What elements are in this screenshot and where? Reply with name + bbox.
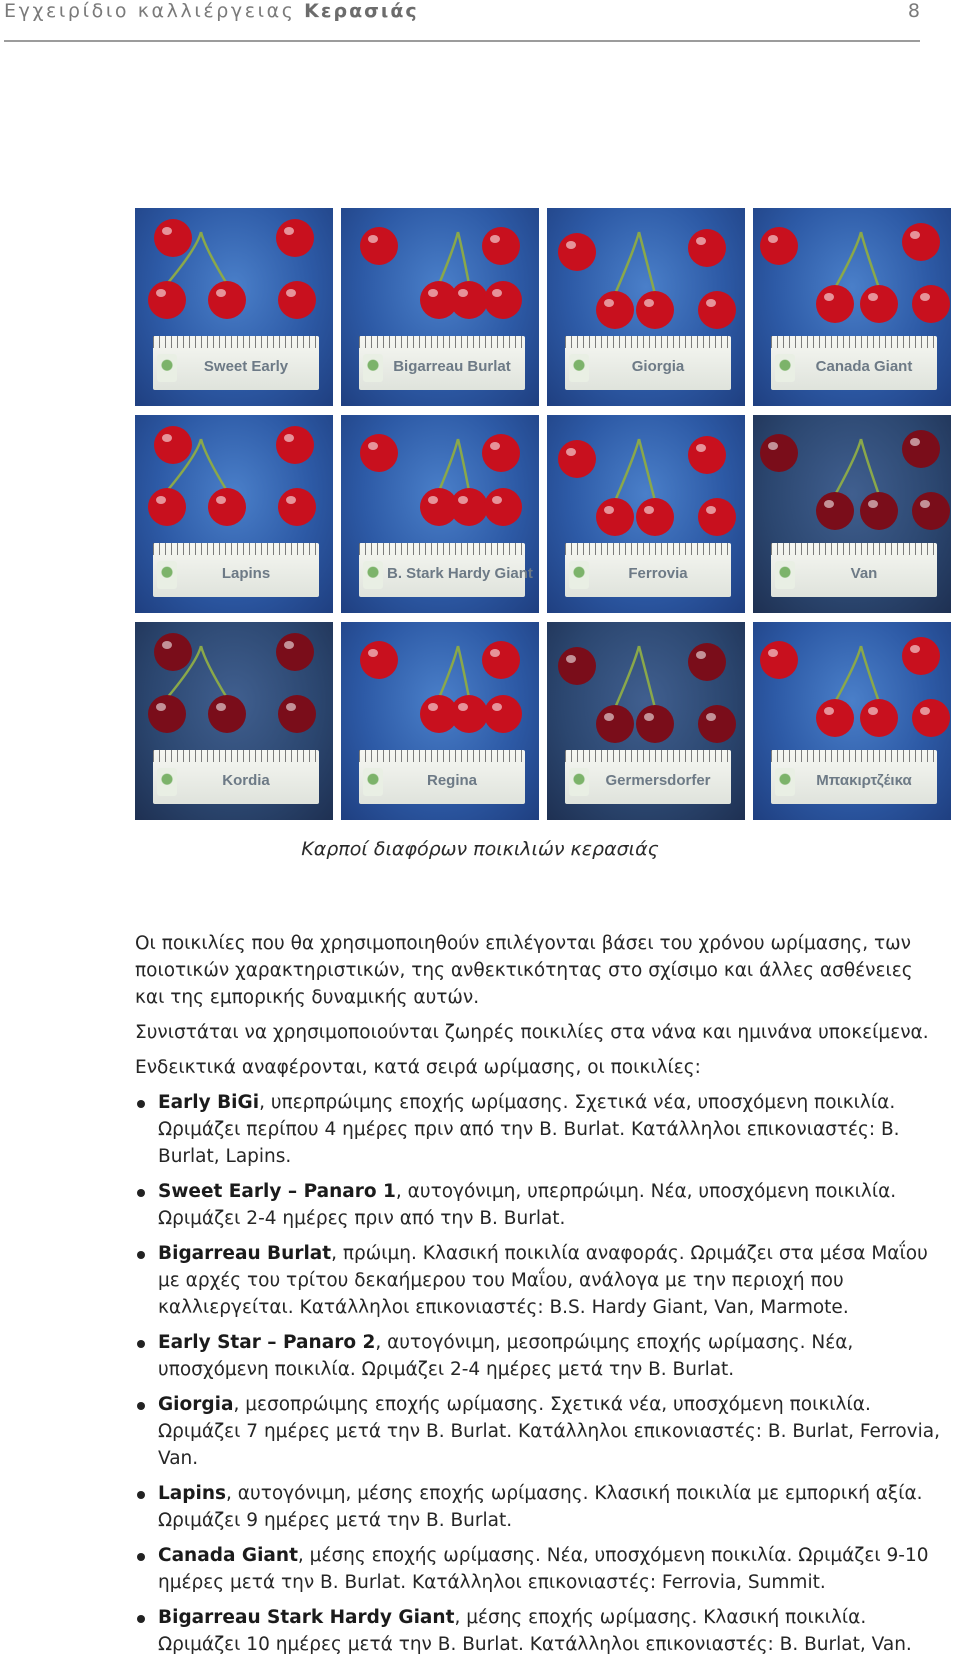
variety-item — [135, 1329, 945, 1383]
cherry-photo — [341, 415, 539, 613]
variety-item — [135, 1089, 945, 1170]
logo-seal — [363, 354, 383, 382]
running-title — [4, 0, 419, 22]
logo-seal — [363, 768, 383, 796]
variety-photo-label: Giorgia — [631, 358, 685, 375]
logo-seal — [775, 768, 795, 796]
ruler-label-card — [153, 336, 319, 390]
variety-name: Sweet Early – Panaro 1 — [158, 1181, 396, 1202]
cherry-photo — [547, 208, 745, 406]
figure-caption: Καρποί διαφόρων ποικιλιών κερασιάς — [301, 838, 659, 860]
variety-photo-label: Μπακιρτζέικα — [816, 772, 912, 789]
paragraph: Ενδεικτικά αναφέρονται, κατά σειρά ωρίμασης, οι ποικιλίες: — [135, 1057, 701, 1078]
variety-item — [135, 1604, 945, 1658]
logo-seal — [157, 354, 177, 382]
variety-photo-label: Kordia — [222, 772, 270, 789]
variety-description: , υπερπρώιμης εποχής ωρίμασης. Σχετικά νέα, υποσχόμενη ποικιλία. Ωριμάζει περίπου 4 ημέρες πριν από την B. Burlat. Κατάλληλοι επικονιαστές: B. Burlat, Lapins. — [158, 1092, 900, 1167]
ruler-label-card — [359, 336, 525, 390]
ruler-ticks — [565, 750, 731, 762]
ruler-label-card — [771, 336, 937, 390]
cherry-photo — [341, 622, 539, 820]
ruler-label-card — [153, 750, 319, 804]
logo-seal — [569, 561, 589, 589]
ruler-label-card — [359, 543, 533, 597]
ruler-label-card — [565, 750, 731, 804]
variety-item — [135, 1391, 945, 1472]
variety-photo-label: Lapins — [221, 565, 271, 582]
paragraph: Συνιστάται να χρησιμοποιούνται ζωηρές ποικιλίες στα νάνα και ημινάνα υποκείμενα. — [135, 1022, 929, 1043]
logo-seal — [569, 768, 589, 796]
logo-seal — [569, 354, 589, 382]
variety-photo-label: Ferrovia — [628, 565, 688, 582]
ruler-ticks — [153, 543, 319, 555]
logo-seal — [157, 561, 177, 589]
variety-photo-label: Sweet Early — [203, 358, 289, 375]
variety-item — [135, 1178, 945, 1232]
variety-name: Early Star – Panaro 2 — [158, 1332, 376, 1353]
ruler-ticks — [771, 336, 937, 348]
logo-seal — [775, 354, 795, 382]
ruler-ticks — [359, 543, 525, 555]
cherry-photo — [135, 622, 333, 820]
ruler-ticks — [153, 750, 319, 762]
cherry-photo — [547, 622, 745, 820]
logo-seal — [363, 561, 383, 589]
page-number: 8 — [907, 0, 920, 22]
variety-item — [135, 1542, 945, 1596]
cherry-photo — [547, 415, 745, 613]
logo-seal — [157, 768, 177, 796]
running-title-light: Εγχειρίδιο καλλιέργειας — [4, 0, 296, 22]
cherry-photo — [341, 208, 539, 406]
ruler-ticks — [771, 543, 937, 555]
ruler-ticks — [565, 543, 731, 555]
page-header — [4, 0, 920, 42]
cherry-photo — [753, 415, 951, 613]
variety-photo-label: Regina — [426, 772, 477, 789]
ruler-ticks — [359, 750, 525, 762]
ruler-label-card — [771, 543, 937, 597]
cherry-photo — [753, 208, 951, 406]
variety-description: , αυτογόνιμη, υπερπρώιμη. Νέα, υποσχόμενη ποικιλία. Ωριμάζει 2-4 ημέρες πριν από την B. Burlat. — [158, 1181, 897, 1229]
variety-name: Bigarreau Burlat — [158, 1243, 332, 1264]
ruler-label-card — [771, 750, 937, 804]
ruler-ticks — [771, 750, 937, 762]
cherry-photo — [753, 622, 951, 820]
running-title-bold: Κερασιάς — [304, 0, 419, 22]
variety-description: , αυτογόνιμη, μέσης εποχής ωρίμασης. Κλασική ποικιλία με εμπορική αξία. Ωριμάζει 9 ημέρες μετά την B. Burlat. — [158, 1483, 923, 1531]
variety-list — [135, 1089, 945, 1658]
paragraph: Οι ποικιλίες που θα χρησιμοποιηθούν επιλέγονται βάσει του χρόνου ωρίμασης, των ποιοτικών χαρακτηριστικών, της ανθεκτικότητας στο σχίσιμο και άλλες ασθένειες και της εμπορικής δυναμικής αυτών. — [135, 933, 913, 1008]
variety-photo-label: Canada Giant — [815, 358, 913, 375]
variety-name: Early BiGi — [158, 1092, 260, 1113]
ruler-ticks — [153, 336, 319, 348]
variety-description: , αυτογόνιμη, μεσοπρώιμης εποχής ωρίμασης. Νέα, υποσχόμενη ποικιλία. Ωριμάζει 2-4 ημέρες μετά την B. Burlat. — [158, 1332, 854, 1380]
cherry-photo-grid — [135, 208, 951, 820]
variety-name: Canada Giant — [158, 1545, 298, 1566]
variety-photo-label: B. Stark Hardy Giant — [387, 565, 533, 582]
logo-seal — [775, 561, 795, 589]
cherry-photo — [135, 208, 333, 406]
ruler-ticks — [359, 336, 525, 348]
variety-description: , μέσης εποχής ωρίμασης. Νέα, υποσχόμενη ποικιλία. Ωριμάζει 9-10 ημέρες μετά την B. Burlat. Κατάλληλοι επικονιαστές: Ferrovia, Summit. — [158, 1545, 929, 1593]
variety-item — [135, 1480, 945, 1534]
variety-name: Bigarreau Stark Hardy Giant — [158, 1607, 455, 1628]
ruler-label-card — [565, 336, 731, 390]
variety-photo-label: Germersdorfer — [605, 772, 711, 789]
ruler-label-card — [153, 543, 319, 597]
ruler-label-card — [565, 543, 731, 597]
variety-description: , μεσοπρώιμης εποχής ωρίμασης. Σχετικά νέα, υποσχόμενη ποικιλία. Ωριμάζει 7 ημέρες μετά την B. Burlat. Κατάλληλοι επικονιαστές: B. Burlat, Ferrovia, Van. — [158, 1394, 940, 1469]
variety-description: , μέσης εποχής ωρίμασης. Κλασική ποικιλία. Ωριμάζει 10 ημέρες μετά την B. Burlat. Κατάλληλοι επικονιαστές: B. Burlat, Van. — [158, 1607, 912, 1655]
cherry-photo — [135, 415, 333, 613]
variety-item — [135, 1240, 945, 1321]
variety-photo-label: Bigarreau Burlat — [393, 358, 511, 375]
variety-photo-label: Van — [850, 565, 878, 582]
ruler-label-card — [359, 750, 525, 804]
variety-description: , πρώιμη. Κλασική ποικιλία αναφοράς. Ωριμάζει στα μέσα Μαΐου με αρχές του τρίτου δεκαήμερου του Μαΐου, ανάλογα με την περιοχή που καλλιεργείται. Κατάλληλοι επικονιαστές: B.S. Hardy Giant, Van, Marmote. — [158, 1243, 928, 1318]
variety-name: Lapins — [158, 1483, 227, 1504]
ruler-ticks — [565, 336, 731, 348]
variety-name: Giorgia — [158, 1394, 234, 1415]
body-text — [135, 930, 945, 1666]
